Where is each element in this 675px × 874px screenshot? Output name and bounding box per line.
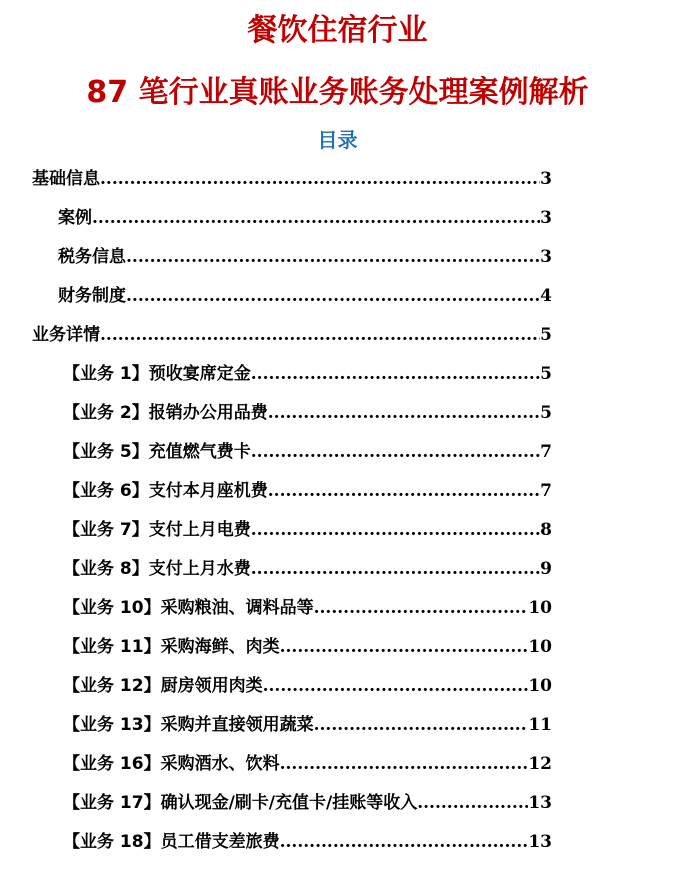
- toc-entry[interactable]: [63, 594, 552, 622]
- toc-entry[interactable]: [58, 243, 552, 271]
- toc-dot-leader: [92, 204, 540, 232]
- toc-page-number: 10: [528, 598, 552, 618]
- toc-page-number: 12: [528, 754, 552, 774]
- toc-entry[interactable]: [63, 438, 552, 466]
- toc-page-number: 4: [540, 286, 552, 306]
- toc-entry[interactable]: [58, 282, 552, 310]
- toc-page-number: 9: [540, 559, 552, 579]
- toc-entry-label: 【业务 13】采购并直接领用蔬菜: [63, 715, 314, 735]
- toc-entry[interactable]: [63, 711, 552, 739]
- toc-page-number: 8: [540, 520, 552, 540]
- toc-entry[interactable]: [63, 789, 552, 817]
- toc-entry[interactable]: [63, 672, 552, 700]
- toc-entry[interactable]: [63, 516, 552, 544]
- toc-entry[interactable]: [63, 750, 552, 778]
- toc-entry-label: 【业务 7】支付上月电费: [63, 520, 251, 540]
- toc-dot-leader: [100, 321, 540, 349]
- toc-entry-label: 【业务 18】员工借支差旅费: [63, 832, 280, 852]
- toc-page-number: 11: [528, 715, 552, 735]
- toc-page-number: 3: [540, 247, 552, 267]
- toc-entry-label: 【业务 11】采购海鲜、肉类: [63, 637, 280, 657]
- toc-dot-leader: [268, 399, 540, 427]
- toc-dot-leader: [280, 633, 529, 661]
- toc-dot-leader: [314, 594, 529, 622]
- toc-heading: 目录: [317, 128, 358, 152]
- toc-dot-leader: [280, 750, 529, 778]
- toc-page-number: 3: [540, 169, 552, 189]
- toc-page-number: 5: [540, 325, 552, 345]
- toc-page-number: 7: [540, 442, 552, 462]
- toc-dot-leader: [314, 711, 529, 739]
- toc-dot-leader: [251, 360, 540, 388]
- toc-entry[interactable]: [63, 828, 552, 856]
- toc-entry[interactable]: [32, 165, 552, 193]
- toc-entry-label: 【业务 5】充值燃气费卡: [63, 442, 251, 462]
- toc-page-number: 5: [540, 403, 552, 423]
- toc-dot-leader: [251, 516, 540, 544]
- toc-page-number: 10: [528, 676, 552, 696]
- toc-entry-label: 【业务 1】预收宴席定金: [63, 364, 251, 384]
- toc-dot-leader: [280, 828, 529, 856]
- toc-page-number: 3: [540, 208, 552, 228]
- toc-entry-label: 【业务 16】采购酒水、饮料: [63, 754, 280, 774]
- toc-page-number: 13: [528, 832, 552, 852]
- toc-entry[interactable]: [63, 477, 552, 505]
- toc-entry[interactable]: [32, 321, 552, 349]
- toc-entry-label: 基础信息: [32, 169, 100, 189]
- toc-entry-label: 【业务 2】报销办公用品费: [63, 403, 268, 423]
- document-title-line1: 餐饮住宿行业: [247, 13, 428, 48]
- toc-dot-leader: [251, 438, 540, 466]
- toc-entry[interactable]: [58, 204, 552, 232]
- toc-entry-label: 【业务 10】采购粮油、调料品等: [63, 598, 314, 618]
- toc-dot-leader: [251, 555, 540, 583]
- toc-page-number: 7: [540, 481, 552, 501]
- toc-entry[interactable]: [63, 633, 552, 661]
- toc-entry[interactable]: [63, 555, 552, 583]
- toc-entry-label: 税务信息: [58, 247, 126, 267]
- toc-dot-leader: [268, 477, 540, 505]
- toc-entry-label: 业务详情: [32, 325, 100, 345]
- toc-dot-leader: [126, 282, 540, 310]
- toc-dot-leader: [263, 672, 529, 700]
- toc-entry-label: 【业务 12】厨房领用肉类: [63, 676, 263, 696]
- toc-page-number: 10: [528, 637, 552, 657]
- toc-entry-label: 财务制度: [58, 286, 126, 306]
- toc-dot-leader: [417, 789, 528, 817]
- toc-dot-leader: [126, 243, 540, 271]
- toc-entry-label: 【业务 8】支付上月水费: [63, 559, 251, 579]
- toc-entry[interactable]: [63, 399, 552, 427]
- toc-page-number: 13: [528, 793, 552, 813]
- toc-page-number: 5: [540, 364, 552, 384]
- toc-dot-leader: [100, 165, 540, 193]
- document-title-line2: 87 笔行业真账业务账务处理案例解析: [86, 75, 589, 110]
- toc-entry-label: 【业务 6】支付本月座机费: [63, 481, 268, 501]
- toc-entry[interactable]: [63, 360, 552, 388]
- toc-entry-label: 【业务 17】确认现金/刷卡/充值卡/挂账等收入: [63, 793, 418, 813]
- toc-entry-label: 案例: [58, 208, 92, 228]
